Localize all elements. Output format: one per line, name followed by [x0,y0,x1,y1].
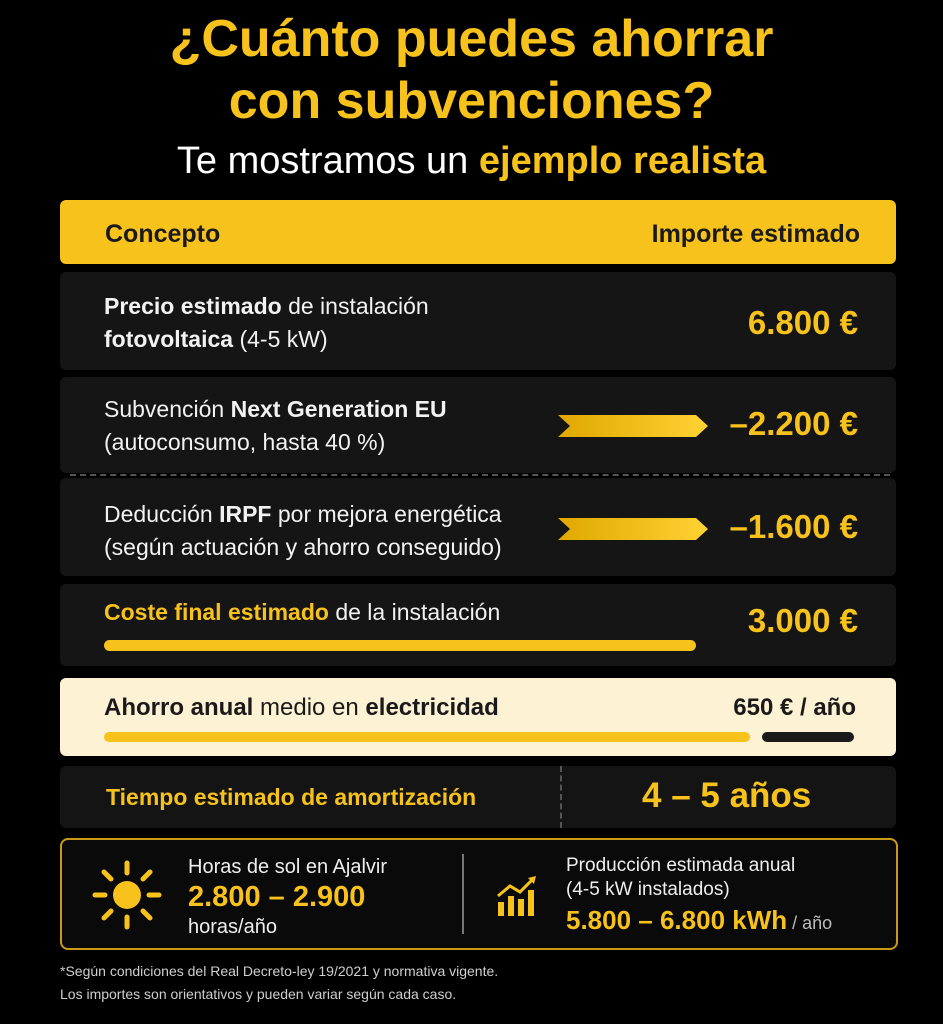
subsidy-bold-1: Next Generation EU [230,396,447,422]
final-cost-bold-1: Coste final estimado [104,599,329,625]
title-line-2: con subvenciones? [228,72,715,130]
savings-bar-yellow [104,732,750,742]
header-amount: Importe estimado [651,220,860,248]
production-label-1: Producción estimada anual [566,855,796,876]
subsidy-arrow-icon [558,415,708,437]
final-cost-text-1: de la instalación [328,599,501,625]
deduction-text-1: Deducción [104,501,220,527]
payback-label: Tiempo estimado de amortización [106,784,477,810]
title-line-1: ¿Cuánto puedes ahorrar [169,10,774,68]
production-unit: / año [787,913,833,933]
annual-savings-card [60,678,896,756]
row-subsidy [60,377,896,473]
production-info [566,854,832,941]
savings-bold-1: Ahorro anual [104,694,254,721]
table-header [60,200,896,264]
footnote-line-2: Los importes son orientativos y pueden variar según cada caso. [60,986,457,1002]
row-subsidy-label [104,393,447,459]
deduction-text-2: por mejora energética [271,501,502,527]
row-payback-time [60,766,896,828]
page-title [0,8,943,132]
deduction-arrow-icon [558,518,708,540]
subsidy-text-1: Subvención [104,396,231,422]
subtitle-prefix: Te mostramos un [176,140,479,182]
price-text-2: (4-5 kW) [233,326,328,352]
footnote [60,960,498,1006]
sun-hours-label: Horas de sol en Ajalvir [188,856,387,878]
production-value: 5.800 – 6.800 kWh [566,905,788,935]
final-cost-bar [104,640,696,651]
deduction-text-3: (según actuación y ahorro conseguido) [104,534,502,560]
footnote-line-1: *Según condiciones del Real Decreto-ley 19/2021 y normativa vigente. [60,963,499,979]
sun-hours-value: 2.800 – 2.900 [188,881,366,913]
row-tax-deduction [60,478,896,576]
price-text-1: de instalación [281,293,429,319]
dashed-divider [70,474,890,476]
production-label-2: (4-5 kW instalados) [566,879,730,900]
savings-bar-dark [762,732,854,742]
annual-savings-label [104,694,499,722]
chart-growth-icon [494,876,538,916]
info-divider [462,854,464,934]
page-subtitle [0,138,943,184]
row-installation-price [60,272,896,370]
payback-divider [560,766,562,828]
row-final-cost-label [104,596,500,629]
row-installation-price-amount: 6.800 € [747,304,858,341]
row-tax-deduction-amount: –1.600 € [729,508,858,545]
price-bold-2: fotovoltaica [104,326,234,352]
sun-icon [92,860,162,930]
header-concept: Concepto [105,220,221,248]
row-tax-deduction-label [104,498,502,564]
deduction-bold-1: IRPF [219,501,272,527]
subsidy-text-2: (autoconsumo, hasta 40 %) [104,429,386,455]
savings-bold-2: electricidad [365,694,499,721]
production-value-line [566,902,832,941]
info-box [60,838,898,950]
subtitle-highlight: ejemplo realista [478,140,767,182]
price-bold-1: Precio estimado [104,293,282,319]
row-subsidy-amount: –2.200 € [729,405,858,442]
savings-text-1: medio en [253,694,366,721]
row-final-cost-amount: 3.000 € [747,602,858,639]
row-installation-price-label [104,290,429,356]
row-final-cost [60,584,896,666]
sun-hours-info [188,854,387,940]
annual-savings-amount: 650 € / año [733,694,856,721]
payback-value: 4 – 5 años [642,776,812,815]
sun-hours-unit: horas/año [188,916,277,938]
